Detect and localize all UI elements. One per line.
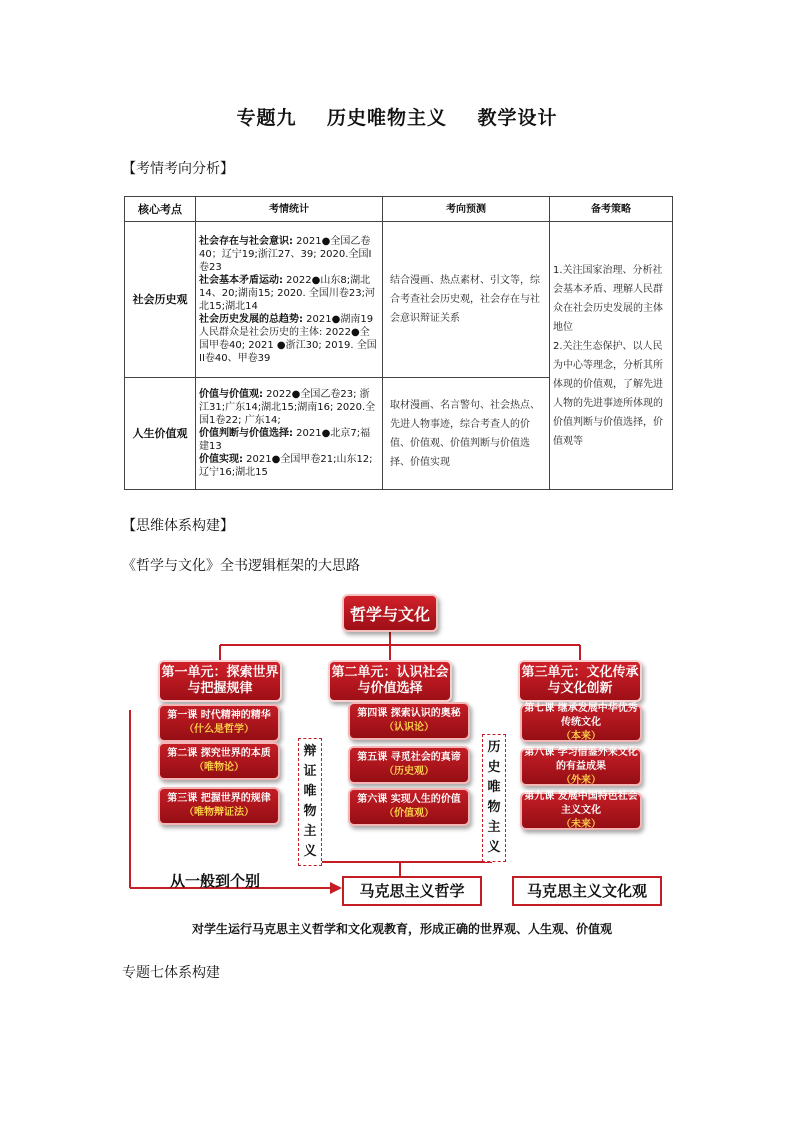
stat-line: 人民群众是社会历史的主体: 2022●全国甲卷40; 2021 ●浙江30; 2019. 全国II卷40、甲卷39 [199, 326, 377, 364]
footer-heading: 专题七体系构建 [122, 965, 220, 981]
marxist-culture-box: 马克思主义文化观 [512, 876, 662, 906]
lesson-4-node: 第四课 探索认识的奥秘 （认识论） [348, 702, 470, 740]
topic-cell: 人生价值观 [125, 378, 196, 490]
lesson-5-node: 第五课 寻觅社会的真谛 （历史观） [348, 746, 470, 784]
table-header-row [125, 197, 673, 222]
unit-2-node: 第二单元：认识社会与价值选择 [328, 660, 452, 702]
mind-map-diagram [128, 590, 668, 908]
lesson-9-node: 第九课 发展中国特色社会主义文化 （未来） [520, 792, 642, 830]
historical-materialism-label: 历史唯物主义 [482, 734, 506, 862]
prediction-cell: 取材漫画、名言警句、社会热点、先进人物事迹，综合考查人的价值、价值观、价值判断与价值选择、价值实现 [383, 378, 550, 490]
framework-subtitle: 《哲学与文化》全书逻辑框架的大思路 [122, 558, 360, 574]
exam-analysis-table [124, 196, 673, 490]
header-strategy: 备考策略 [550, 197, 673, 222]
stat-line: 价值实现: 2021●全国甲卷21;山东12;辽宁16;湖北15 [199, 454, 373, 478]
header-prediction: 考向预测 [383, 197, 550, 222]
general-to-specific-label: 从一般到个别 [170, 872, 261, 890]
stat-line: 价值判断与价值选择: 2021●北京7;福建13 [199, 428, 371, 452]
section-heading-framework: 【思维体系构建】 [122, 518, 234, 534]
strategy-cell: 1.关注国家治理、分析社会基本矛盾、理解人民群众在社会历史发展的主体地位 2.关注生态保护、以人民为中心等理念，分析其所体现的价值观，了解先进人物的先进事迹所体现的价值判断与价值选择，价值观等 [550, 222, 673, 490]
section-heading-analysis: 【考情考向分析】 [122, 161, 234, 177]
lesson-3-node: 第三课 把握世界的规律 （唯物辩证法） [158, 787, 280, 825]
doc-title: 专题九 历史唯物主义 教学设计 [236, 107, 558, 129]
marxist-philosophy-box: 马克思主义哲学 [342, 876, 482, 906]
root-node: 哲学与文化 [342, 594, 438, 632]
header-core-topic: 核心考点 [125, 197, 196, 222]
lesson-2-node: 第二课 探究世界的本质 （唯物论） [158, 742, 280, 780]
lesson-6-node: 第六课 实现人生的价值 （价值观） [348, 788, 470, 826]
stats-cell [196, 222, 383, 378]
stat-line: 价值与价值观: 2022●全国乙卷23; 浙江31;广东14;湖北15;湖南16; 2020.全国1卷22; 广东14; [199, 389, 376, 426]
header-stats: 考情统计 [196, 197, 383, 222]
stat-line: 社会历史发展的总趋势: 2021●湖南19 [199, 313, 374, 325]
prediction-cell: 结合漫画、热点素材、引文等，综合考查社会历史观，社会存在与社会意识辩证关系 [383, 222, 550, 378]
dialectical-materialism-label: 辩证唯物主义 [298, 738, 322, 866]
stat-line: 社会基本矛盾运动: 2022●山东8;湖北14、20;湖南15; 2020. 全国川卷23;河北15;湖北14 [199, 274, 375, 312]
lesson-7-node: 第七课 继承发展中华优秀传统文化 （本来） [520, 704, 642, 742]
lesson-1-node: 第一课 时代精神的精华 （什么是哲学） [158, 704, 280, 742]
lesson-8-node: 第八课 学习借鉴外来文化的有益成果 （外来） [520, 748, 642, 786]
unit-3-node: 第三单元：文化传承与文化创新 [518, 660, 642, 702]
mind-map-caption: 对学生运行马克思主义哲学和文化观教育，形成正确的世界观、人生观、价值观 [191, 922, 612, 936]
topic-cell: 社会历史观 [125, 222, 196, 378]
table-row [125, 222, 673, 378]
stat-line: 社会存在与社会意识: 2021●全国乙卷40；辽宁19;浙江27、39; 2020.全国I卷23 [199, 235, 372, 273]
stats-cell [196, 378, 383, 490]
unit-1-node: 第一单元：探索世界与把握规律 [158, 660, 282, 702]
